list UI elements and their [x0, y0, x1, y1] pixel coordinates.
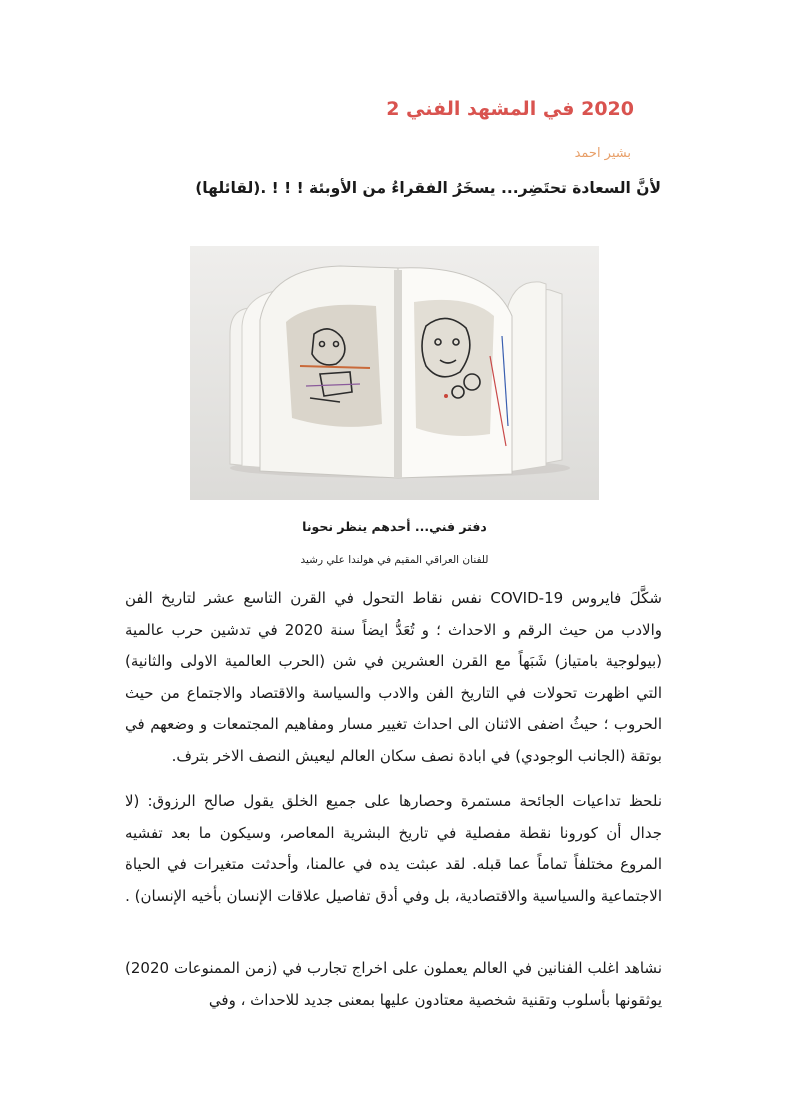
- article-title: 2020 في المشهد الفني 2: [386, 98, 634, 120]
- epigraph: لأنَّ السعادة تحتَضِر... يسخَرُ الفقراءُ من الأوبئة ! ! ! .(لقائلها): [195, 179, 661, 197]
- paragraph-2: نلحظ تداعيات الجائحة مستمرة وحصارها على جميع الخلق يقول صالح الرزوق: (لا جدال أن كورونا نقطة مفصلية في تاريخ البشرية المعاصر، وسيكون ما بعد تفشيه المروع مختلفاً تماماً عما قبله. لقد عبثت يده في عالمنا، وأحدثت متغيرات في الحياة الاجتماعية والسياسية والاقتصادية، بل وفي أدق تفاصيل علاقات الإنسان بأخيه الإنسان) .: [125, 792, 662, 905]
- paragraph-3: نشاهد اغلب الفنانين في العالم يعملون على اخراج تجارب في (زمن الممنوعات 2020) يوثقونها بأسلوب وتقنية شخصية معتادون عليها بمعنى جديد للاحداث ، وفي: [125, 959, 662, 1009]
- artist-book-image: [190, 246, 599, 500]
- artwork-photo: [190, 246, 599, 500]
- author-name: بشير احمد: [574, 146, 631, 161]
- figure-caption-title: دفتر فني... أحدهم ينظر نحونا: [302, 519, 487, 534]
- figure-caption-credit: للفنان العراقي المقيم في هولندا علي رشيد: [300, 554, 489, 566]
- paragraph-1: شكَّلَ فايروس COVID-19 نفس نقاط التحول في القرن التاسع عشر لتاريخ الفن والادب من حيث الرقم و الاحداث ؛ و تُعَدُّ ايضاً سنة 2020 في تدشين حرب عالمية (بيولوجية بامتياز) شَبَهاً مع القرن العشرين في شن (الحرب العالمية الاولى والثانية) التي اظهرت تحولات في التاريخ الفن والادب والسياسة والاقتصاد والاجتماع من حيث الحروب ؛ حيثُ اضفى الاثنان الى احداث تغيير مسار ومفاهيم المجتمعات و وضعهم في بوتقة (الجانب الوجودي) في ابادة نصف سكان العالم ليعيش النصف الاخر بترف.: [125, 589, 662, 765]
